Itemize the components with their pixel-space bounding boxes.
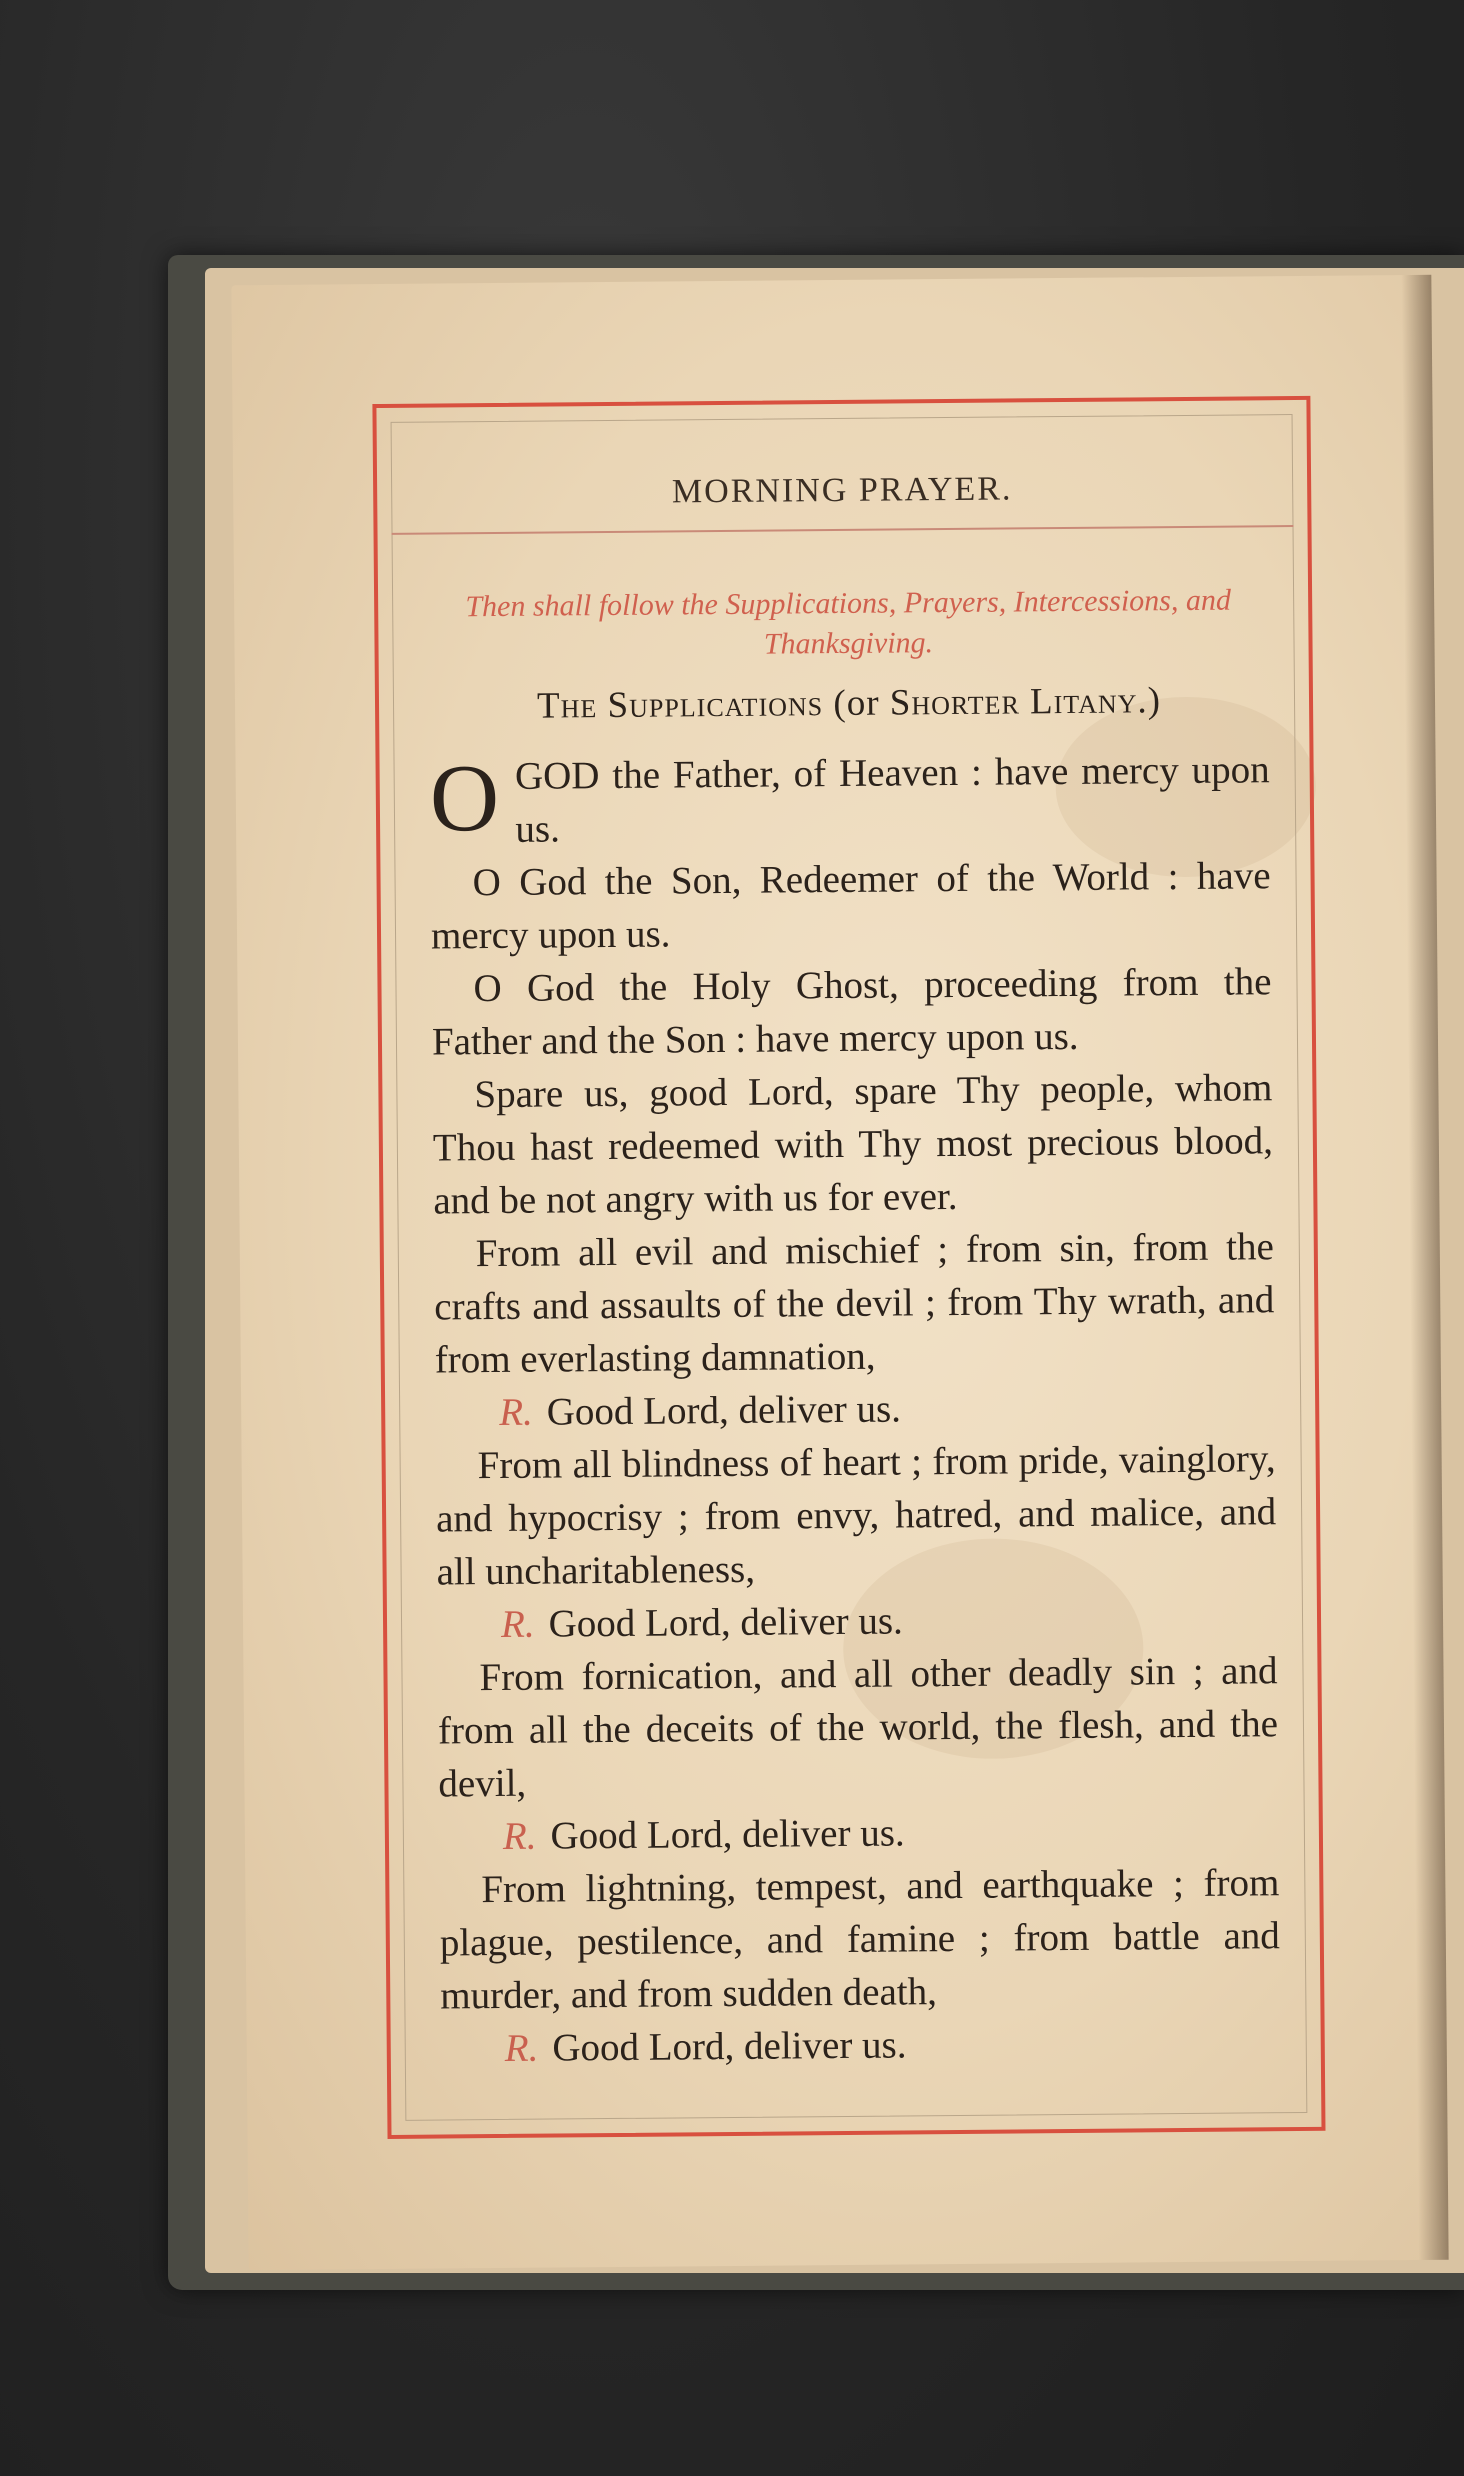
section-title-close: .) — [1137, 680, 1162, 722]
response-mark: R. — [499, 1390, 533, 1434]
drop-cap: O — [429, 743, 500, 852]
page-content — [428, 580, 1281, 2075]
rubric: Then shall follow the Supplications, Prayers, Intercessions, and Thanksgiving. — [465, 583, 1232, 661]
section-title-sub: Shorter Litany — [889, 680, 1138, 724]
response-text: Good Lord, deliver us. — [552, 2023, 907, 2070]
paragraph-text: GOD the Father, of Heaven : have mercy upon us. — [514, 748, 1270, 851]
paragraph-god-the-father — [429, 743, 1270, 856]
response-mark: R. — [500, 1602, 535, 1646]
book-page — [231, 275, 1448, 2270]
paragraph-holy-ghost: O God the Holy Ghost, proceeding from the Father and the Son : have mercy upon us. — [431, 960, 1272, 1064]
response-text: Good Lord, deliver us. — [546, 1387, 902, 1434]
section-title — [429, 678, 1269, 728]
paragraph-fornication: From fornication, and all other deadly sin ; and from all the deceits of the world, the flesh, and the devil, — [437, 1649, 1279, 1806]
paragraph-blindness-of-heart: From all blindness of heart ; from pride, vainglory, and hypocrisy ; from envy, hatred, and malice, and all uncharitableness, — [435, 1437, 1277, 1594]
red-border-frame — [372, 396, 1325, 2139]
running-head: MORNING PRAYER. — [671, 470, 1013, 511]
response-text: Good Lord, deliver us. — [550, 1811, 905, 1858]
response-mark: R. — [504, 2026, 539, 2070]
section-title-paren: (or — [822, 682, 890, 725]
response-line — [435, 1379, 1275, 1439]
response-text: Good Lord, deliver us. — [548, 1599, 903, 1646]
paragraph-lightning-tempest: From lightning, tempest, and earthquake ; from plague, pestilence, and famine ; from battle and murder, and from sudden death, — [439, 1861, 1280, 2018]
paragraph-from-all-evil: From all evil and mischief ; from sin, from the crafts and assaults of the devil ; from Thy wrath, and from everlasting damnation, — [434, 1225, 1275, 1382]
response-line — [437, 1591, 1277, 1651]
response-mark: R. — [502, 1814, 537, 1858]
response-line — [441, 2015, 1281, 2075]
paragraph-god-the-son: O God the Son, Redeemer of the World : have mercy upon us. — [430, 854, 1271, 958]
paragraph-spare-us: Spare us, good Lord, spare Thy people, whom Thou hast redeemed with Thy most precious blood, and be not angry with us for ever. — [432, 1066, 1274, 1223]
response-line — [439, 1803, 1279, 1863]
section-title-main: The Supplications — [536, 683, 824, 727]
